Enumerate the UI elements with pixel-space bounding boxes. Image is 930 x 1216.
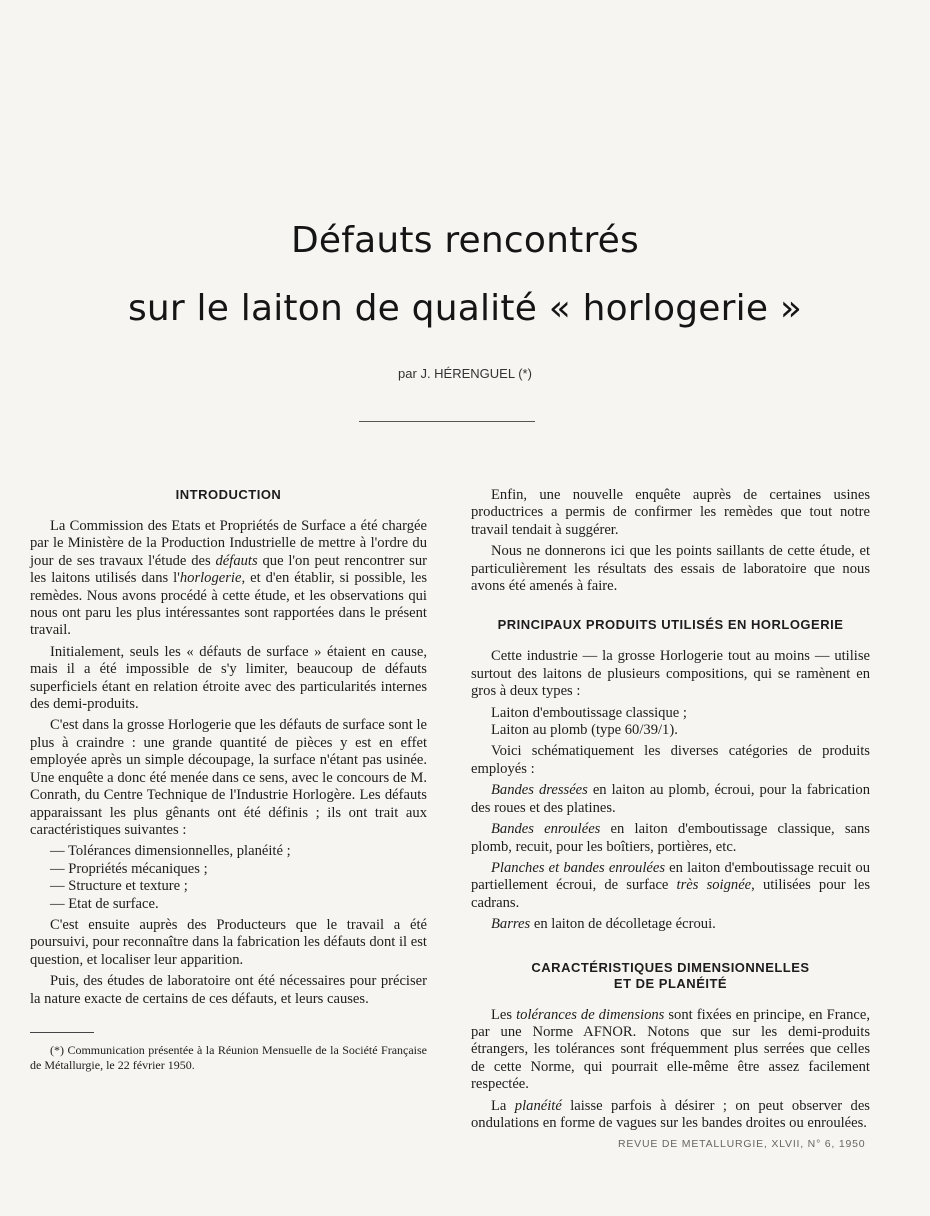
paragraph: Initialement, seuls les « défauts de surface » étaient en cause, mais il a été impossible de s'y limiter, beaucoup de défauts superficiels étant en relation étroite avec des particularités internes des demi-produits. xyxy=(30,643,427,713)
paragraph: Cette industrie — la grosse Horlogerie tout au moins — utilise surtout des laitons de plusieurs compositions, qui se ramènent en gros à deux types : xyxy=(471,648,870,700)
paragraph: Nous ne donnerons ici que les points saillants de cette étude, et particulièrement les résultats des essais de laboratoire que nous avons été amenés à faire. xyxy=(471,543,870,595)
footnote-divider xyxy=(30,1032,94,1033)
list-item: — Structure et texture ; xyxy=(50,878,188,895)
paragraph: Voici schématiquement les diverses catégories de produits employés : xyxy=(471,743,870,777)
article-title-line-1: Défauts rencontrés xyxy=(291,220,639,261)
author-byline: par J. HÉRENGUEL (*) xyxy=(398,366,532,381)
section-heading-introduction: INTRODUCTION xyxy=(175,487,282,502)
section-heading-caracteristiques: CARACTÉRISTIQUES DIMENSIONNELLES ET DE PLANÉITÉ xyxy=(531,959,810,991)
right-column xyxy=(471,487,870,1136)
article-title-line-2: sur le laiton de qualité « horlogerie » xyxy=(127,288,803,329)
running-footer: REVUE DE METALLURGIE, XLVII, N° 6, 1950 xyxy=(618,1138,866,1150)
characteristics-list xyxy=(30,843,427,913)
paragraph: C'est ensuite auprès des Producteurs que le travail a été poursuivi, pour reconnaître dans la fabrication les défauts dont il est question, et localiser leur apparition. xyxy=(30,916,427,968)
paragraph: C'est dans la grosse Horlogerie que les défauts de surface sont le plus à craindre : une grande quantité de pièces y est en effet employée après un simple découpage, la surface n'étant pas usinée. Une enquête a donc été menée dans ce sens, avec le concours de M. Conrath, du Centre Technique de l'Industrie Horlogère. Les défauts apparaissant les plus gênants ont été définis ; ils ont trait aux caractéristiques suivantes : xyxy=(30,717,427,838)
paragraph: Planches et bandes enroulées en laiton d'emboutissage recuit ou partiellement écroui, de surface très soignée, utilisées pour les cadrans. xyxy=(471,859,870,911)
list-item: — Tolérances dimensionnelles, planéité ; xyxy=(50,843,291,860)
list-item: — Etat de surface. xyxy=(50,895,159,912)
list-item: Laiton d'emboutissage classique ; xyxy=(491,704,687,721)
list-item: Laiton au plomb (type 60/39/1). xyxy=(491,722,678,739)
section-heading-produits: PRINCIPAUX PRODUITS UTILISÉS EN HORLOGERIE xyxy=(497,617,844,633)
list-item: — Propriétés mécaniques ; xyxy=(50,860,208,877)
title-divider xyxy=(359,421,535,422)
paragraph: La planéité laisse parfois à désirer ; on peut observer des ondulations en forme de vagues sur les bandes droites ou enroulées. xyxy=(471,1097,870,1131)
footnote: (*) Communication présentée à la Réunion Mensuelle de la Société Française de Métallurgie, le 22 février 1950. xyxy=(30,1042,427,1072)
paragraph: Bandes enroulées en laiton d'emboutissage classique, sans plomb, recuit, pour les boîtiers, portières, etc. xyxy=(471,821,870,855)
paragraph: La Commission des Etats et Propriétés de Surface a été chargée par le Ministère de la Production Industrielle de mettre à l'ordre du jour de ses travaux l'étude des défauts que l'on peut rencontrer sur les laitons utilisés dans l'horlogerie, et d'en établir, si possible, les remèdes. Nous avons procédé à cette étude, et les observations qui nous ont paru les plus intéressantes sont rapportées dans le présent travail. xyxy=(30,518,427,639)
paragraph: Bandes dressées en laiton au plomb, écroui, pour la fabrication des roues et des platines. xyxy=(471,782,870,816)
paragraph: Les tolérances de dimensions sont fixées en principe, en France, par une Norme AFNOR. Notons que sur les demi-produits étrangers, les tolérances sont fréquemment plus serrées que celles de cette Norme, qui pourrait elle-même être assez facilement respectée. xyxy=(471,1006,870,1093)
paragraph: Enfin, une nouvelle enquête auprès de certaines usines productrices a permis de confirmer les remèdes que tout notre travail tendait à suggérer. xyxy=(471,487,870,538)
left-column xyxy=(30,487,427,1077)
paragraph: Puis, des études de laboratoire ont été nécessaires pour préciser la nature exacte de certains de ces défauts, et leurs causes. xyxy=(30,973,427,1007)
paragraph: Barres en laiton de décolletage écroui. xyxy=(491,916,716,933)
alloy-types-list xyxy=(471,705,870,740)
